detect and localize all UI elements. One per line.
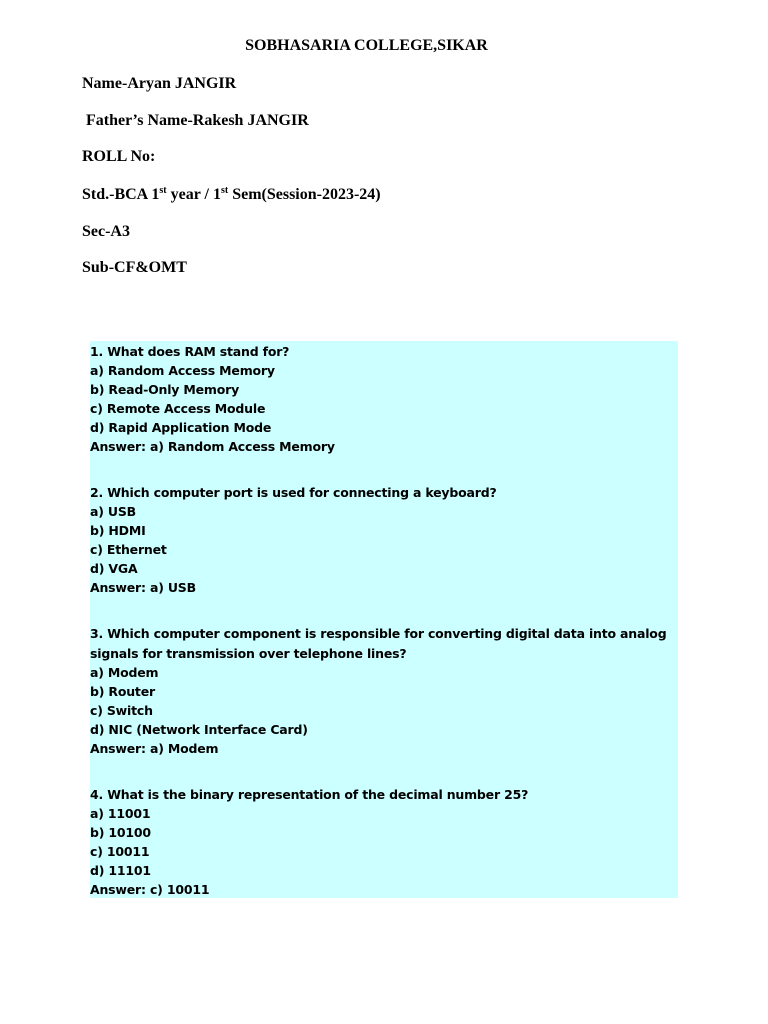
section: Sec-A3 (82, 223, 130, 240)
answer: Answer: a) Random Access Memory (90, 439, 335, 454)
roll-number: ROLL No: (82, 148, 156, 165)
student-name: Name-Aryan JANGIR (82, 75, 237, 92)
option: c) Switch (90, 703, 153, 718)
option: c) Remote Access Module (90, 401, 266, 416)
option: b) Router (90, 684, 155, 699)
std-middle: year / 1 (166, 186, 221, 203)
option: c) 10011 (90, 844, 150, 859)
answer: Answer: a) USB (90, 580, 196, 595)
option: a) Modem (90, 665, 159, 680)
answer: Answer: a) Modem (90, 741, 219, 756)
option: d) Rapid Application Mode (90, 420, 272, 435)
answer: Answer: c) 10011 (90, 882, 210, 897)
question-text: 1. What does RAM stand for? (90, 344, 290, 359)
option: d) 11101 (90, 863, 151, 878)
option: b) HDMI (90, 523, 146, 538)
option: a) USB (90, 504, 136, 519)
question-text: 3. Which computer component is responsible for converting digital data into analog (90, 626, 667, 641)
question-text: 2. Which computer port is used for connecting a keyboard? (90, 485, 497, 500)
subject: Sub-CF&OMT (82, 259, 187, 276)
father-name: Father’s Name-Rakesh JANGIR (86, 112, 309, 129)
option: b) Read-Only Memory (90, 382, 240, 397)
std-suffix: Sem(Session-2023-24) (228, 186, 381, 203)
std-sup-1: st (159, 185, 167, 196)
question-text: signals for transmission over telephone lines? (90, 646, 407, 661)
questions-box (90, 341, 678, 898)
std-prefix: Std.-BCA 1 (82, 186, 160, 203)
standard-line (82, 186, 381, 204)
question-text: 4. What is the binary representation of the decimal number 25? (90, 787, 529, 802)
option: d) NIC (Network Interface Card) (90, 722, 308, 737)
option: c) Ethernet (90, 542, 167, 557)
option: d) VGA (90, 561, 138, 576)
option: a) Random Access Memory (90, 363, 275, 378)
college-title: SOBHASARIA COLLEGE,SIKAR (245, 37, 488, 54)
option: a) 11001 (90, 806, 151, 821)
std-sup-2: st (220, 185, 229, 196)
option: b) 10100 (90, 825, 151, 840)
